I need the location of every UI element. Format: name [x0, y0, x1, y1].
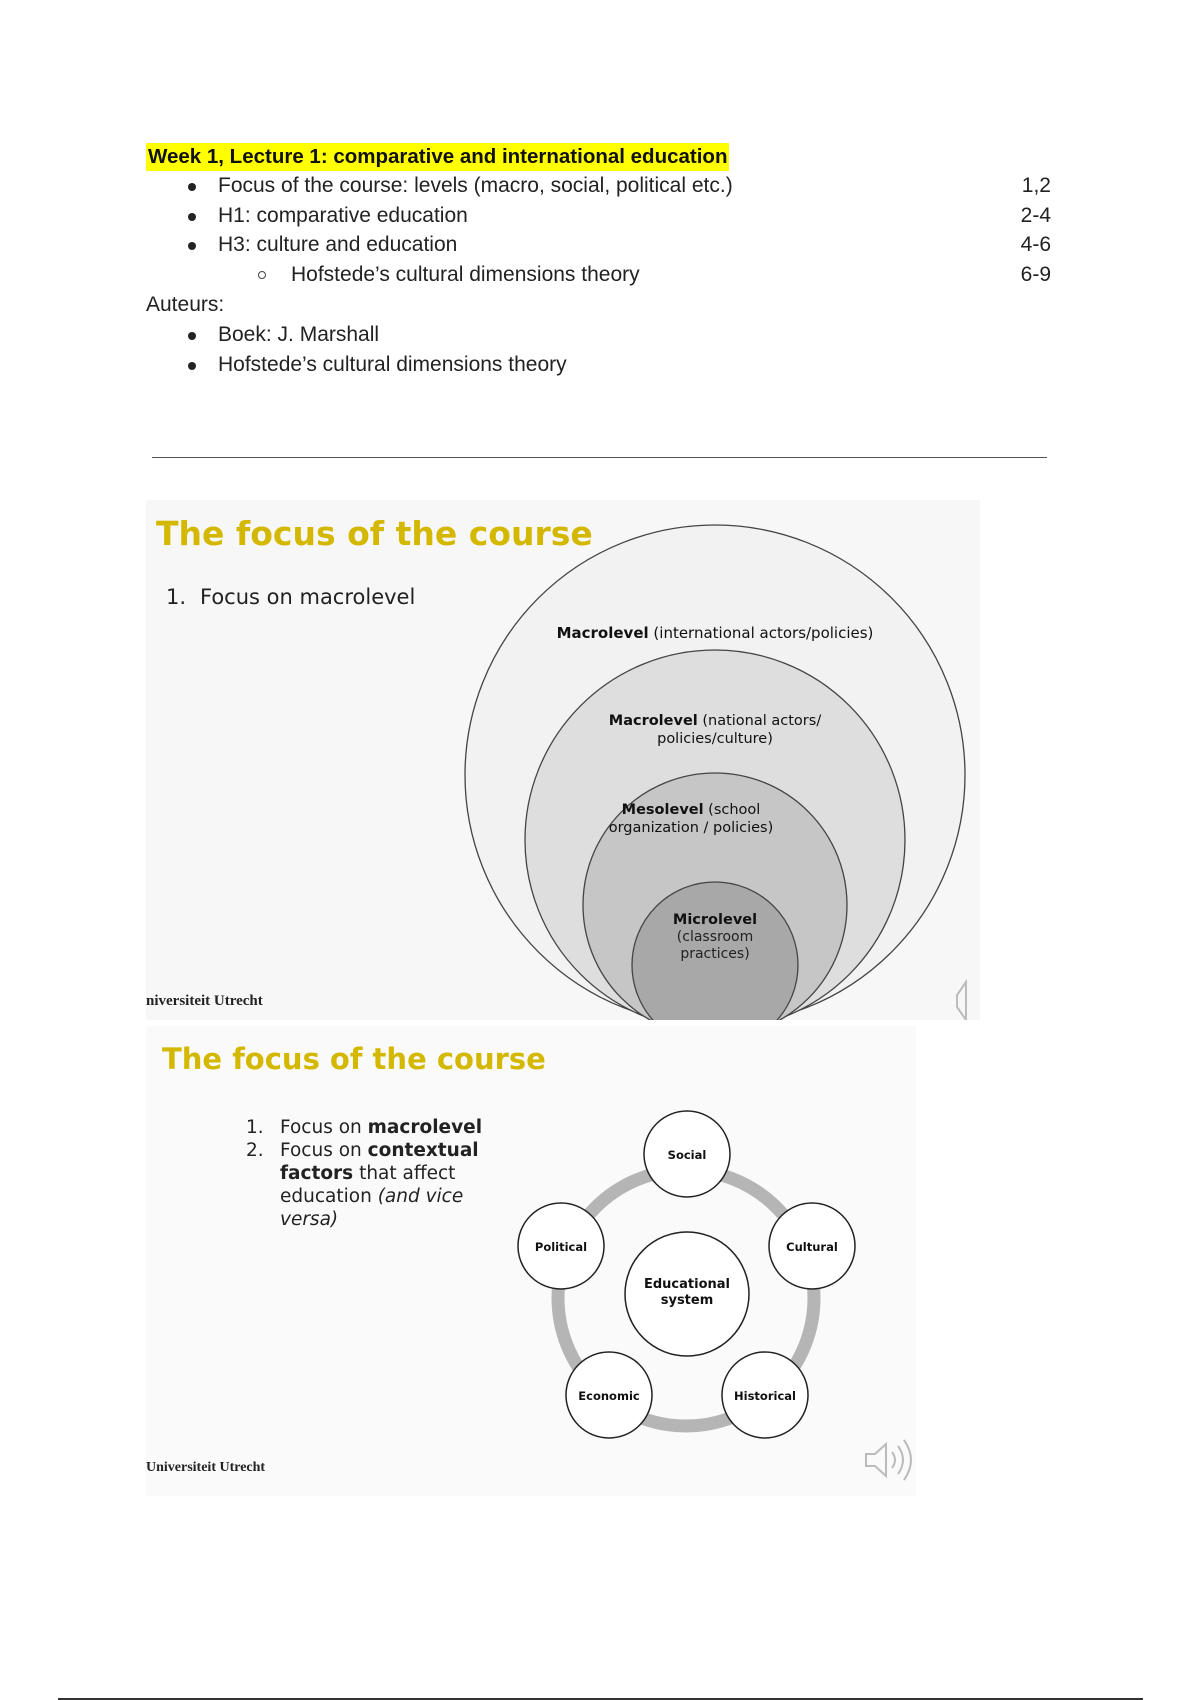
- slide-levels: [146, 500, 980, 1020]
- label-mesolevel-line2: organization / policies): [608, 820, 774, 836]
- list-item-text: Focus of the course: levels (macro, social, political etc.): [218, 174, 733, 197]
- slide-title: The focus of the course: [156, 514, 593, 553]
- slide-title: The focus of the course: [162, 1042, 546, 1076]
- hollow-bullet-icon: [258, 271, 266, 279]
- speaker-icon[interactable]: [957, 982, 966, 1020]
- page-ref: 6-9: [1020, 263, 1051, 286]
- notes-title: Week 1, Lecture 1: comparative and international education: [146, 143, 729, 171]
- list-item-text: Focus on macrolevel: [200, 585, 416, 609]
- list-number: 1.: [166, 585, 187, 609]
- label-microlevel: Microlevel: [672, 912, 758, 928]
- list-item-prefix: Focus on: [280, 1117, 368, 1138]
- list-number: 2.: [246, 1140, 264, 1161]
- sub-list-item: [146, 261, 1051, 289]
- svg-text:Cultural: Cultural: [786, 1240, 838, 1254]
- page-ref: 4-6: [1020, 233, 1051, 256]
- list-item-text: education: [280, 1186, 378, 1207]
- svg-text:Historical: Historical: [734, 1389, 796, 1403]
- node-economic: [566, 1352, 652, 1438]
- list-item: [146, 202, 1051, 230]
- list-item-bold: macrolevel: [367, 1117, 483, 1138]
- svg-text:Economic: Economic: [578, 1389, 640, 1403]
- svg-text:Political: Political: [534, 1240, 588, 1254]
- list-item-bold: factors: [280, 1163, 354, 1184]
- authors-label: Auteurs:: [146, 293, 225, 316]
- bullet-icon: [188, 362, 196, 370]
- bullet-icon: [188, 183, 196, 191]
- node-cultural: [769, 1203, 855, 1289]
- author-text: Boek: J. Marshall: [218, 323, 380, 346]
- list-item: [146, 172, 1051, 200]
- authors-label-row: [146, 291, 1051, 319]
- center-node-label: Educational: [643, 1277, 731, 1292]
- author-item: [146, 321, 1051, 349]
- contextual-factors-diagram: [146, 1026, 916, 1496]
- page-ref: 1,2: [1021, 174, 1051, 197]
- list-item-italic: versa): [280, 1209, 339, 1230]
- slide-contextual-factors: [146, 1026, 916, 1496]
- label-international-macrolevel: Macrolevel (international actors/policies): [556, 624, 874, 642]
- list-item-text: H1: comparative education: [218, 204, 468, 227]
- label-microlevel-line3: practices): [680, 946, 750, 962]
- node-social: [644, 1111, 730, 1197]
- node-political: [518, 1203, 604, 1289]
- list-item-prefix: Focus on: [280, 1140, 368, 1161]
- bullet-icon: [188, 332, 196, 340]
- nested-levels-diagram: [146, 500, 980, 1020]
- horizontal-divider: [152, 457, 1047, 458]
- list-item: [146, 231, 1051, 259]
- university-logo: niversiteit Utrecht: [146, 993, 263, 1009]
- svg-text:Social: Social: [667, 1148, 707, 1162]
- label-national-macrolevel-line2: policies/culture): [657, 731, 773, 747]
- page-ref: 2-4: [1020, 204, 1051, 227]
- author-text: Hofstede’s cultural dimensions theory: [218, 353, 567, 376]
- label-national-macrolevel: Macrolevel (national actors/: [608, 713, 822, 729]
- label-mesolevel: Mesolevel (school: [621, 802, 761, 818]
- list-item-text: H3: culture and education: [218, 233, 458, 256]
- sub-list-item-text: Hofstede’s cultural dimensions theory: [291, 263, 640, 286]
- bullet-icon: [188, 213, 196, 221]
- list-item-italic: (and vice: [377, 1186, 464, 1207]
- list-number: 1.: [246, 1117, 264, 1138]
- list-item-text: that affect: [353, 1163, 456, 1184]
- bullet-icon: [188, 242, 196, 250]
- university-logo: Universiteit Utrecht: [146, 1460, 266, 1475]
- page-bottom-rule: [58, 1698, 1143, 1700]
- node-historical: [722, 1352, 808, 1438]
- label-microlevel-line2: (classroom: [676, 929, 754, 945]
- speaker-sound-icon[interactable]: [866, 1440, 911, 1480]
- list-item-bold: contextual: [367, 1140, 479, 1161]
- center-node-label-line2: system: [660, 1293, 714, 1308]
- author-item: [146, 351, 1051, 379]
